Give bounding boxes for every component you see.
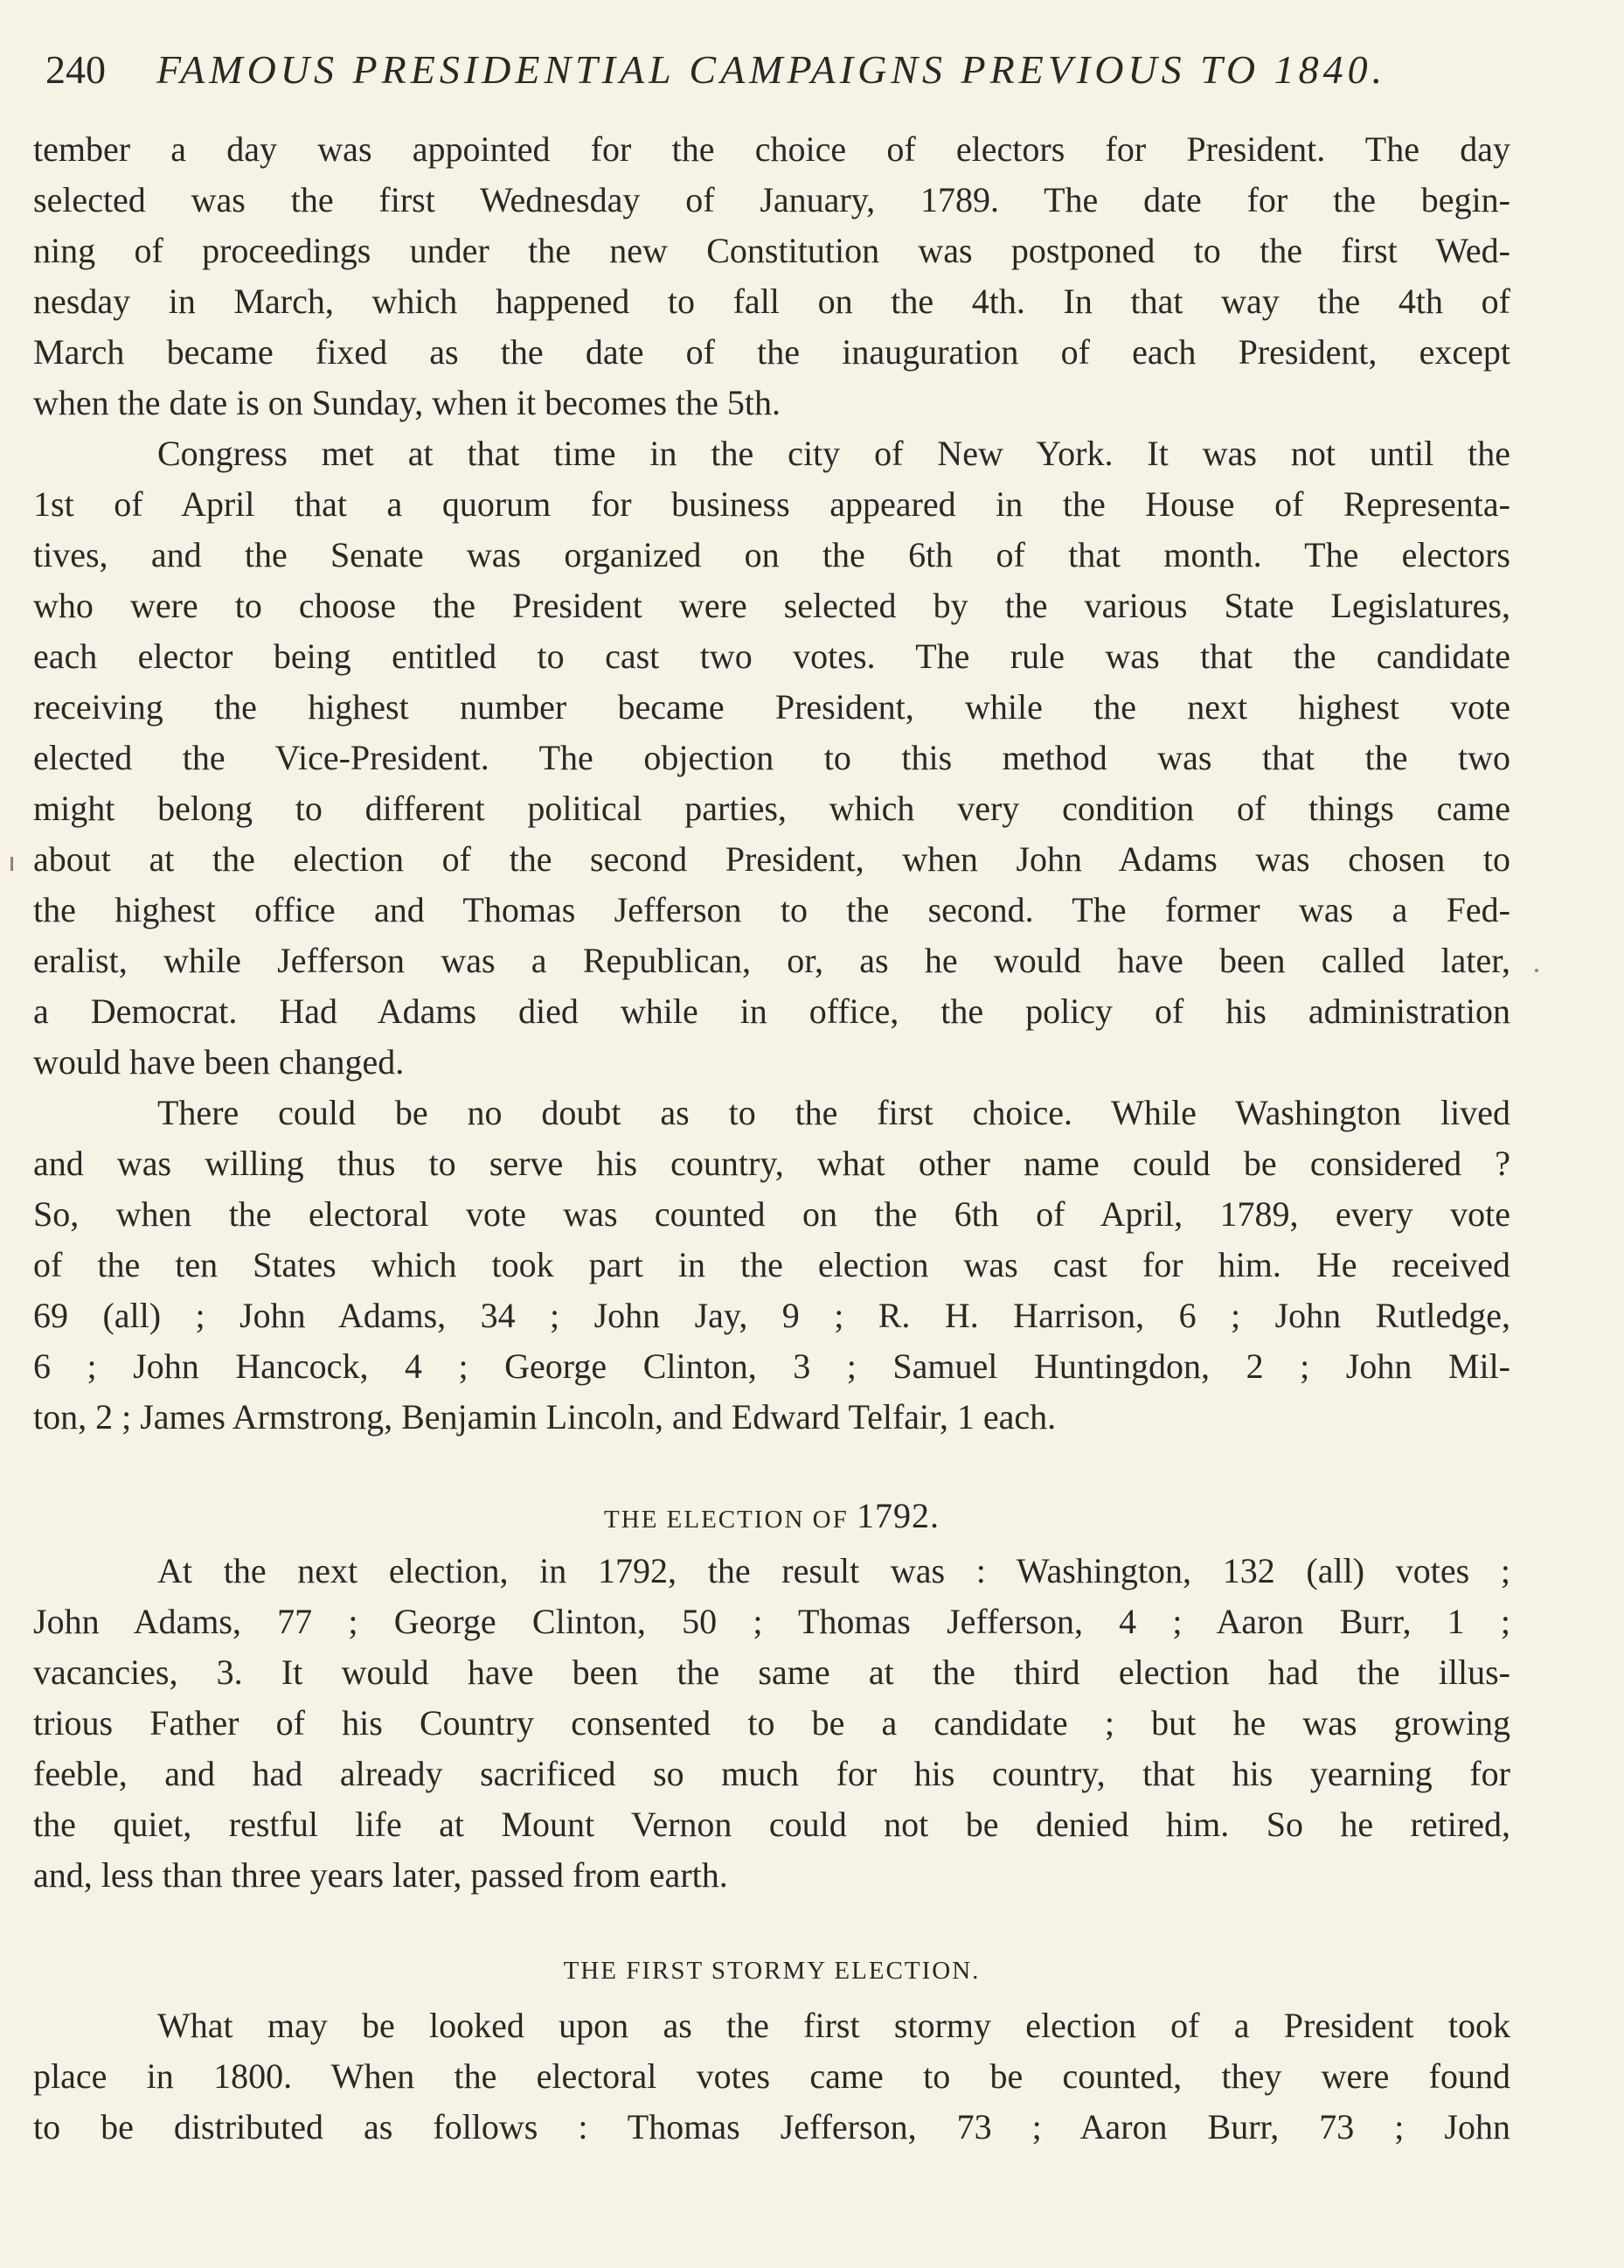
text-line: At the next election, in 1792, the result was : Washington, 132 (all) votes ; [157,1551,1510,1590]
running-title: FAMOUS PRESIDENTIAL CAMPAIGNS PREVIOUS TO 1840. [156,47,1387,92]
text-line: who were to choose the President were selected by the various State Legislatures, [33,586,1510,625]
running-head [45,45,1523,94]
text-line: ton, 2 ; James Armstrong, Benjamin Lincoln, and Edward Telfair, 1 each. [33,1397,1057,1437]
paragraph-1 [33,124,1510,428]
text-line: eralist, while Jefferson was a Republican, or, as he would have been called later, [33,941,1510,980]
text-line: to be distributed as follows : Thomas Jefferson, 73 ; Aaron Burr, 73 ; John [33,2107,1510,2146]
section-heading-1792 [33,1497,1510,1539]
page-number: 240 [45,47,106,92]
text-line: about at the election of the second President, when John Adams was chosen to [33,839,1510,879]
text-line: when the date is on Sunday, when it becomes the 5th. [33,383,781,422]
text-line: Congress met at that time in the city of New York. It was not until the [157,434,1510,473]
section-heading-year: 1792. [856,1496,940,1535]
text-line: tember a day was appointed for the choice of electors for President. The day [33,129,1510,169]
paragraph-3 [33,1088,1510,1443]
text-line: place in 1800. When the electoral votes came to be counted, they were found [33,2056,1510,2096]
text-line: ning of proceedings under the new Constitution was postponed to the first Wed- [33,231,1510,270]
text-line: 6 ; John Hancock, 4 ; George Clinton, 3 ; Samuel Huntingdon, 2 ; John Mil- [33,1346,1510,1386]
text-line: would have been changed. [33,1042,405,1082]
paragraph-5 [33,2000,1510,2153]
text-line: tives, and the Senate was organized on the 6th of that month. The electors [33,535,1510,574]
text-line: and was willing thus to serve his country, what other name could be considered ? [33,1144,1510,1183]
text-line: the quiet, restful life at Mount Vernon could not be denied him. So he retired, [33,1805,1510,1844]
text-line: vacancies, 3. It would have been the same at the third election had the illus- [33,1652,1510,1692]
text-line: and, less than three years later, passed from earth. [33,1855,728,1895]
text-line: John Adams, 77 ; George Clinton, 50 ; Thomas Jefferson, 4 ; Aaron Burr, 1 ; [33,1602,1510,1641]
text-line: selected was the first Wednesday of January, 1789. The date for the begin- [33,180,1510,219]
text-line: each elector being entitled to cast two votes. The rule was that the candidate [33,637,1510,676]
text-line: March became fixed as the date of the inauguration of each President, except [33,332,1510,372]
section-heading-text: THE ELECTION OF [604,1506,849,1534]
section-heading-stormy-election: THE FIRST STORMY ELECTION. [563,1957,981,1985]
text-line: the highest office and Thomas Jefferson to the second. The former was a Fed- [33,890,1510,929]
text-line: a Democrat. Had Adams died while in office, the policy of his administration [33,991,1510,1031]
paragraph-2 [33,428,1510,1088]
text-line: elected the Vice-President. The objection to this method was that the two [33,738,1510,777]
margin-mark [10,857,13,871]
text-line: receiving the highest number became President, while the next highest vote [33,687,1510,727]
text-line: 69 (all) ; John Adams, 34 ; John Jay, 9 ; R. H. Harrison, 6 ; John Rutledge, [33,1296,1510,1335]
text-line: nesday in March, which happened to fall on the 4th. In that way the 4th of [33,282,1510,321]
text-line: feeble, and had already sacrificed so much for his country, that his yearning for [33,1754,1510,1793]
text-line: trious Father of his Country consented to be a candidate ; but he was growing [33,1703,1510,1743]
text-line: So, when the electoral vote was counted on the 6th of April, 1789, every vote [33,1194,1510,1234]
margin-mark [1535,969,1538,972]
paragraph-4 [33,1546,1510,1901]
text-line: of the ten States which took part in the election was cast for him. He received [33,1245,1510,1284]
text-line: There could be no doubt as to the first choice. While Washington lived [157,1093,1510,1132]
text-line: What may be looked upon as the first stormy election of a President took [157,2006,1510,2045]
text-line: might belong to different political parties, which very condition of things came [33,789,1510,828]
text-line: 1st of April that a quorum for business appeared in the House of Representa- [33,484,1510,524]
